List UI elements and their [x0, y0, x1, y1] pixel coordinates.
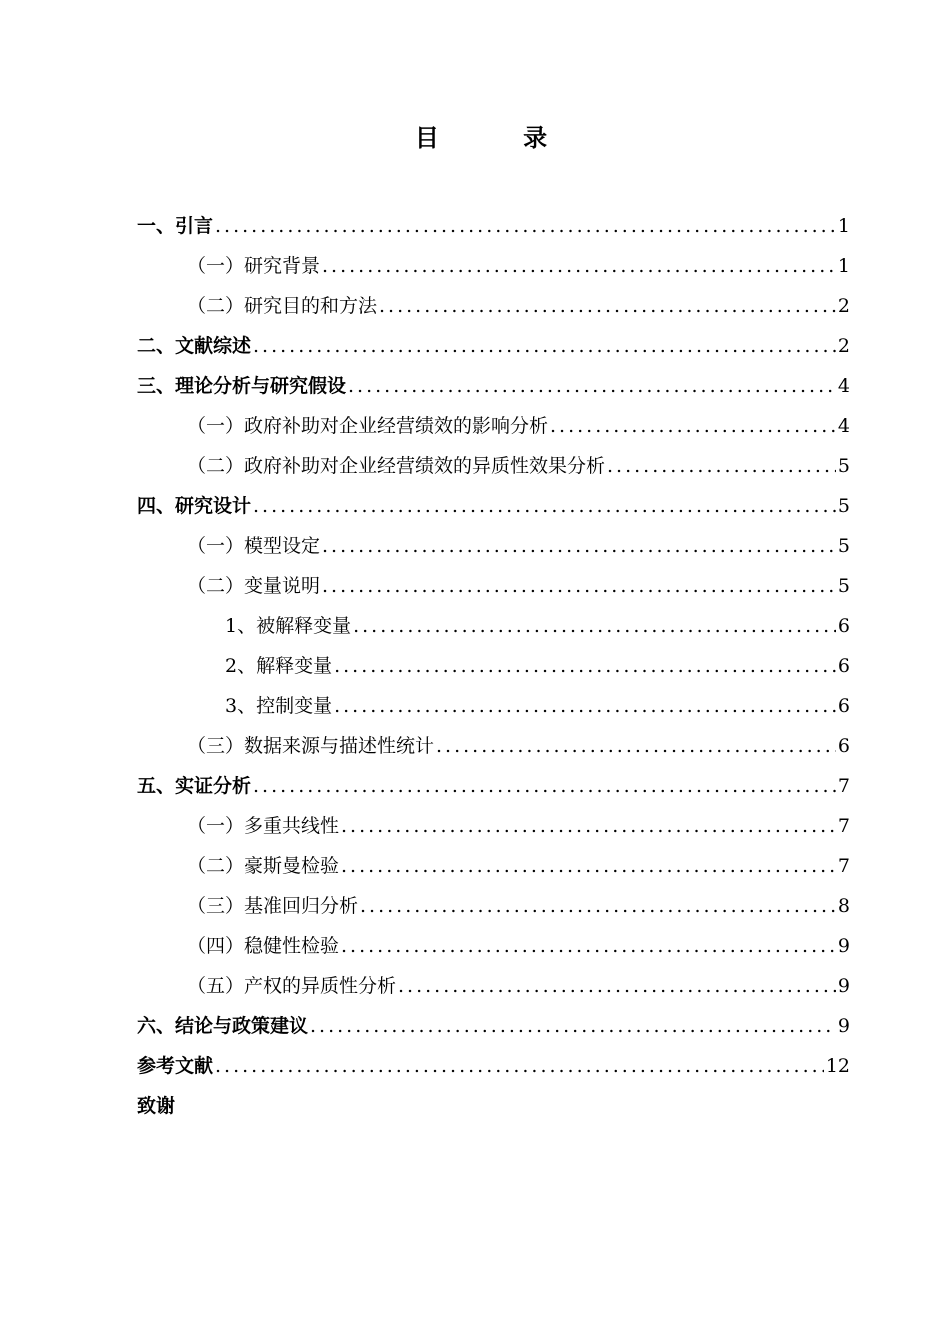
table-of-contents — [137, 206, 850, 1126]
toc-entry-page: 9 — [837, 935, 850, 957]
toc-entry-label: 3、控制变量 — [225, 695, 333, 717]
toc-entry-label: （二）豪斯曼检验 — [187, 855, 340, 877]
toc-entry-page: 4 — [837, 375, 850, 397]
dot-leader — [322, 566, 836, 606]
dot-leader — [253, 766, 836, 806]
dot-leader — [607, 446, 836, 486]
toc-entry-label: 参考文献 — [137, 1055, 214, 1077]
toc-entry[interactable] — [137, 326, 850, 366]
toc-entry-label: （一）模型设定 — [187, 535, 321, 557]
toc-entry-page: 1 — [837, 215, 850, 237]
dot-leader — [353, 606, 836, 646]
dot-leader — [334, 686, 836, 726]
toc-entry-page: 7 — [837, 855, 850, 877]
toc-entry-label: （一）多重共线性 — [187, 815, 340, 837]
toc-entry[interactable] — [137, 686, 850, 726]
toc-entry-page: 7 — [837, 815, 850, 837]
page-title: 目 录 — [414, 124, 586, 152]
toc-entry-page: 6 — [837, 695, 850, 717]
toc-entry-label: 一、引言 — [137, 215, 214, 237]
toc-entry-page: 6 — [837, 615, 850, 637]
toc-entry[interactable] — [137, 1086, 850, 1126]
dot-leader — [360, 886, 836, 926]
dot-leader — [341, 926, 836, 966]
toc-entry-page: 12 — [825, 1055, 850, 1077]
toc-entry-page: 5 — [837, 495, 850, 517]
toc-entry-label: 五、实证分析 — [137, 775, 252, 797]
toc-entry-label: 四、研究设计 — [137, 495, 252, 517]
toc-entry[interactable] — [137, 846, 850, 886]
dot-leader — [310, 1006, 836, 1046]
dot-leader — [322, 246, 836, 286]
toc-entry[interactable] — [137, 406, 850, 446]
toc-entry-label: 致谢 — [137, 1095, 176, 1117]
toc-entry-page: 5 — [837, 535, 850, 557]
toc-entry[interactable] — [137, 886, 850, 926]
toc-entry[interactable] — [137, 366, 850, 406]
toc-entry-label: （二）政府补助对企业经营绩效的异质性效果分析 — [187, 455, 606, 477]
dot-leader — [215, 206, 836, 246]
toc-entry-page: 7 — [837, 775, 850, 797]
toc-entry-page: 6 — [837, 655, 850, 677]
toc-entry-page: 1 — [837, 255, 850, 277]
toc-entry[interactable] — [137, 606, 850, 646]
dot-leader — [348, 366, 836, 406]
toc-entry-label: 三、理论分析与研究假设 — [137, 375, 347, 397]
dot-leader — [334, 646, 836, 686]
toc-entry-label: （一）政府补助对企业经营绩效的影响分析 — [187, 415, 549, 437]
toc-entry-label: 六、结论与政策建议 — [137, 1015, 309, 1037]
toc-entry[interactable] — [137, 1006, 850, 1046]
toc-entry[interactable] — [137, 486, 850, 526]
toc-entry[interactable] — [137, 926, 850, 966]
toc-entry-page: 4 — [837, 415, 850, 437]
dot-leader — [436, 726, 836, 766]
dot-leader — [398, 966, 836, 1006]
dot-leader — [379, 286, 836, 326]
toc-entry-page: 8 — [837, 895, 850, 917]
toc-entry-page: 2 — [837, 335, 850, 357]
toc-entry[interactable] — [137, 286, 850, 326]
toc-entry[interactable] — [137, 566, 850, 606]
toc-entry-label: （三）基准回归分析 — [187, 895, 359, 917]
dot-leader — [253, 326, 836, 366]
toc-entry-label: （五）产权的异质性分析 — [187, 975, 397, 997]
toc-entry[interactable] — [137, 966, 850, 1006]
toc-entry-page: 6 — [837, 735, 850, 757]
toc-entry[interactable] — [137, 646, 850, 686]
toc-entry-label: 2、解释变量 — [225, 655, 333, 677]
toc-entry[interactable] — [137, 446, 850, 486]
toc-entry-page: 5 — [837, 575, 850, 597]
toc-entry-page: 9 — [837, 1015, 850, 1037]
toc-entry[interactable] — [137, 526, 850, 566]
toc-entry-page: 2 — [837, 295, 850, 317]
dot-leader — [341, 846, 836, 886]
toc-entry[interactable] — [137, 246, 850, 286]
toc-entry-label: （四）稳健性检验 — [187, 935, 340, 957]
dot-leader — [215, 1046, 824, 1086]
toc-entry-label: （二）研究目的和方法 — [187, 295, 378, 317]
toc-entry[interactable] — [137, 806, 850, 846]
toc-entry-page: 5 — [837, 455, 850, 477]
dot-leader — [341, 806, 836, 846]
toc-entry[interactable] — [137, 1046, 850, 1086]
toc-entry[interactable] — [137, 206, 850, 246]
dot-leader — [253, 486, 836, 526]
toc-entry-label: （三）数据来源与描述性统计 — [187, 735, 435, 757]
toc-entry-label: 1、被解释变量 — [225, 615, 352, 637]
dot-leader — [550, 406, 836, 446]
toc-entry-label: （一）研究背景 — [187, 255, 321, 277]
toc-entry-page: 9 — [837, 975, 850, 997]
dot-leader — [322, 526, 836, 566]
toc-entry[interactable] — [137, 766, 850, 806]
toc-entry-label: （二）变量说明 — [187, 575, 321, 597]
toc-entry[interactable] — [137, 726, 850, 766]
toc-entry-label: 二、文献综述 — [137, 335, 252, 357]
